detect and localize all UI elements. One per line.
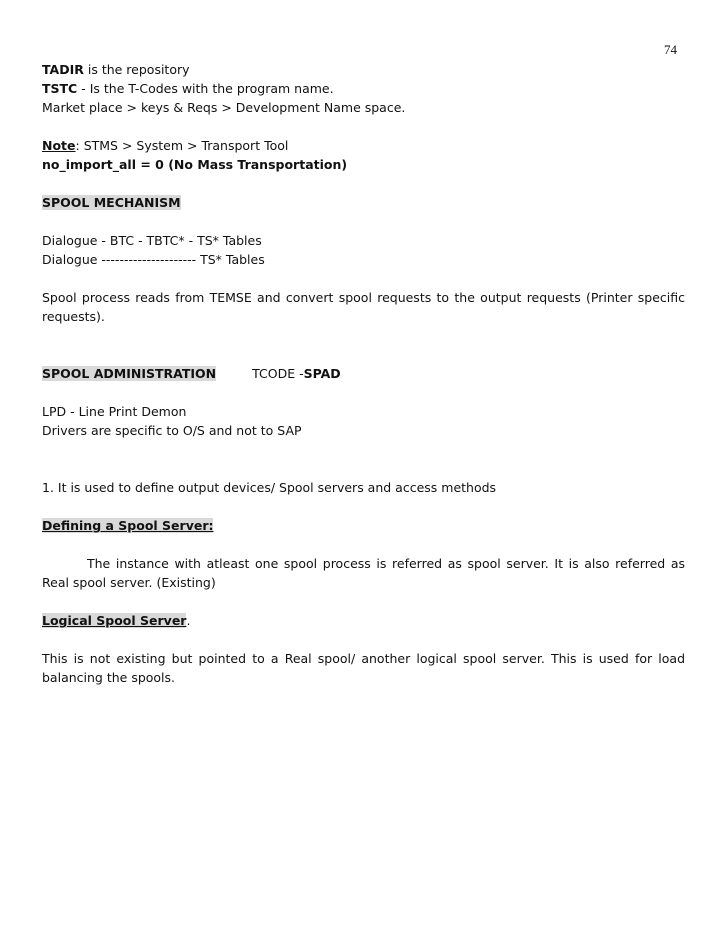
note-term: Note: [42, 138, 76, 153]
market-path: Market place > keys & Reqs > Development Name space.: [42, 100, 406, 115]
tadir-term: TADIR: [42, 62, 84, 77]
tadir-desc: is the repository: [83, 62, 190, 77]
spool-admin-heading: SPOOL ADMINISTRATION: [42, 366, 217, 381]
tstc-desc: - Is the T-Codes with the program name.: [77, 81, 334, 96]
spool-mechanism-heading: SPOOL MECHANISM: [42, 195, 181, 210]
spacer: [42, 174, 685, 193]
logical-paragraph: This is not existing but pointed to a Real spool/ another logical spool server. This is used for load balancing the spools.: [42, 651, 685, 685]
point-1-line: 1. It is used to define output devices/ Spool servers and access methods: [42, 480, 497, 495]
logical-heading-suffix: .: [186, 613, 191, 628]
spacer: [42, 383, 685, 402]
page-number: 74: [664, 42, 677, 57]
drivers-line: Drivers are specific to O/S and not to SAP: [42, 423, 302, 438]
dialogue-line-2: Dialogue --------------------- TS* Tables: [42, 252, 265, 267]
spool-admin-heading-line: [42, 364, 685, 383]
no-import-line: no_import_all = 0 (No Mass Transportation): [42, 157, 348, 172]
spacer: [42, 497, 685, 516]
tcode-value: SPAD: [303, 366, 341, 381]
spacer: [42, 212, 685, 231]
note-line: [42, 136, 685, 155]
tadir-line: [42, 60, 685, 79]
defining-paragraph: [42, 554, 685, 592]
logical-heading: Logical Spool Server: [42, 613, 187, 628]
page-content: [42, 60, 685, 687]
defining-heading: Defining a Spool Server:: [42, 518, 214, 533]
tstc-line: [42, 79, 685, 98]
lpd-line: LPD - Line Print Demon: [42, 404, 187, 419]
defining-text: The instance with atleast one spool process is referred as spool server. It is also referred as Real spool server. (Existing): [42, 556, 685, 590]
spacer: [42, 269, 685, 288]
spacer: [42, 535, 685, 554]
spacer: [42, 592, 685, 611]
tstc-term: TSTC: [42, 81, 78, 96]
spacer: [42, 117, 685, 136]
note-desc: : STMS > System > Transport Tool: [75, 138, 289, 153]
spool-process-paragraph: Spool process reads from TEMSE and convert spool requests to the output requests (Printer specific requests).: [42, 290, 685, 324]
spool-mechanism-heading-line: [42, 193, 685, 212]
spacer: [42, 440, 685, 478]
spacer: [42, 630, 685, 649]
tcode-label: TCODE -: [252, 366, 304, 381]
spacer: [42, 326, 685, 364]
logical-heading-line: [42, 611, 685, 630]
dialogue-line-1: Dialogue - BTC - TBTC* - TS* Tables: [42, 233, 262, 248]
defining-heading-line: [42, 516, 685, 535]
